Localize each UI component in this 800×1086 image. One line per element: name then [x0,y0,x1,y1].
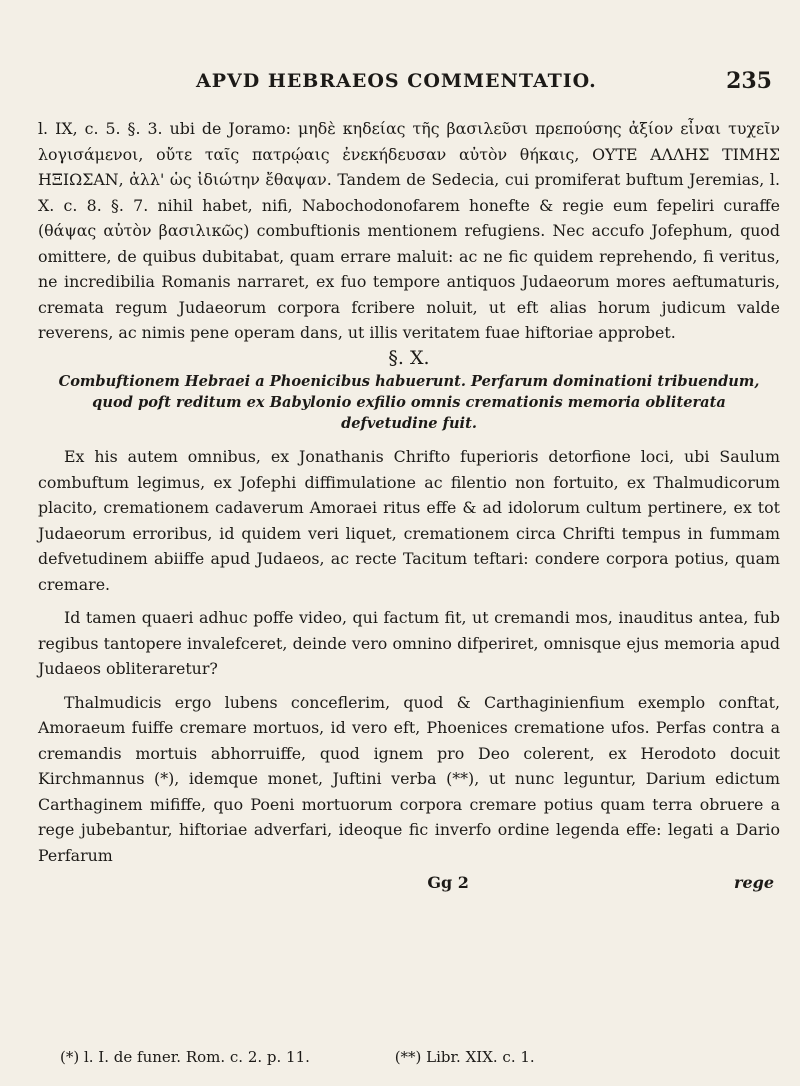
catchword: rege [734,873,774,892]
paragraph-1: l. IX, c. 5. §. 3. ubi de Joramo: μηδὲ κηδείας τῆς βασιλεῦσι πρεπούσης ἀξίον εἶναι τυχεῖν λογισάμενοι, οὔτε ταῖς πατρῴαις ἐνεκήδευσαν αὐτὸν θήκαις, ΟΥΤΕ ΑΛΛΗΣ ΤΙΜΗΣ ΗΞΙΩΣΑΝ, ἀλλ' ὡς ἰδιώτην ἔθαψαν. Tandem de Sedecia, cui promiferat buftum Jeremias, l. X. c. 8. §. 7. nihil habet, nifi, Nabochodonofarem honefte & regie eum fepeliri curaffe (θάψας αὐτὸν βασιλικῶς) combuftionis mentionem refugiens. Nec accufo Jofephum, quod omittere, de quibus dubitabat, quam errare maluit: ac ne fic quidem reprehendo, fi veritus, ne incredibilia Romanis narraret, ex fuo tempore antiquos Judaeorum mores aeftumaturis, cremata regum Judaeorum corpora fcribere noluit, ut eft alias horum judicum valde reverens, ac nimis pene operam dans, ut illis veritatem fuae hiftoriae approbet. [38,119,780,342]
paragraph-3: Id tamen quaeri adhuc poffe video, qui factum fit, ut cremandi mos, inauditus antea, fub regibus tantopere invalefceret, deinde vero omnino difperiret, omnisque ejus memoria apud Judaeos obliteraretur? [38,608,780,678]
signature-mark: Gg 2 [427,873,469,892]
page-header [0,62,800,102]
body-text [38,116,780,896]
footnote-2: (**) Libr. XIX. c. 1. [394,1048,535,1066]
page-number: 235 [726,68,772,94]
paragraph-4: Thalmudicis ergo lubens conceflerim, quod & Carthaginienfium exemplo conftat, Amoraeum fuiffe cremare mortuos, id vero eft, Phoenices crematione ufos. Perfas contra a cremandis mortuis abhorruiffe, quod ignem pro Deo colerent, ex Herodoto docuit Kirchmannus (*), idemque monet, Juftini verba (**), ut nunc leguntur, Darium edictum Carthaginem mififfe, quo Poeni mortuorum corpora cremare potius quam terra obruere a rege jubebantur, hiftoriae adverfari, ideoque fic inverfo ordine legenda effe: legati a Dario Perfarum [38,692,780,865]
running-head: APVD HEBRAEOS COMMENTATIO. [196,70,597,92]
section-heading: §. X. [388,346,430,369]
section-summary: Combuftionem Hebraei a Phoenicibus habuerunt. Perfarum dominationi tribuendum, quod poft reditum ex Babylonio exfilio omnis cremationis memoria obliterata defvetudine fuit. [58,373,760,432]
paragraph-2: Ex his autem omnibus, ex Jonathanis Chrifto fuperioris detorfione loci, ubi Saulum combuftum legimus, ex Jofephi diffimulatione ac filentio non fortuito, ex Thalmudicorum placito, cremationem cadaverum Amoraei ritus effe & ad idolorum cultum pertinere, ex tot Judaeorum erroribus, id quidem veri liquet, cremationem circa Chrifti tempus in fummam defvetudinem abiiffe apud Judaeos, ac recte Tacitum teftari: condere corpora potius, quam cremare. [38,447,780,594]
footnote-1: (*) l. I. de funer. Rom. c. 2. p. 11. [60,1048,310,1066]
footnotes [60,1048,780,1066]
signature-line [38,870,780,896]
